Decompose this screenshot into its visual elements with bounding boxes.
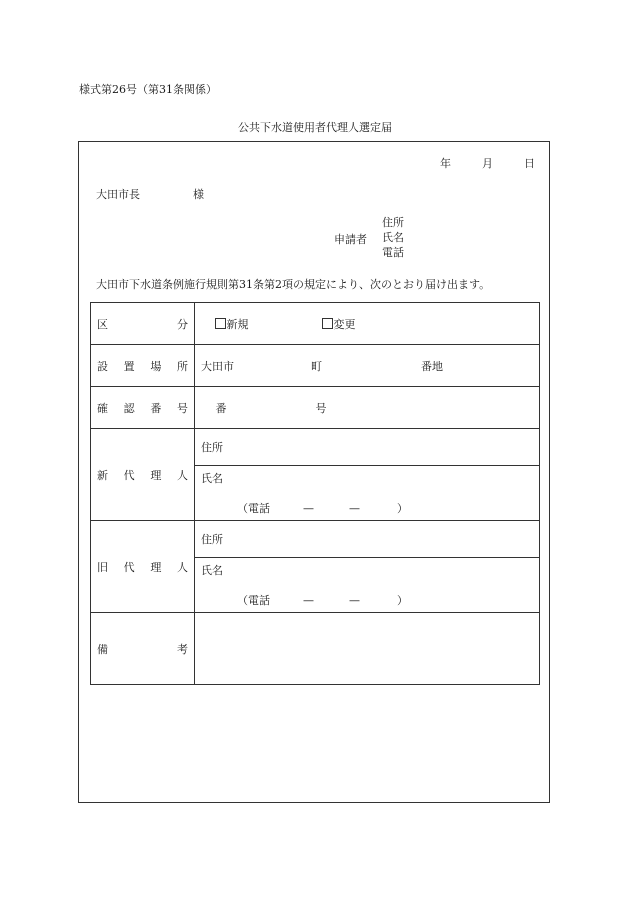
row-category [91,303,540,345]
date-year: 年 [440,157,451,170]
new-agent-address-field[interactable] [195,429,540,466]
addressee-suffix: 様 [193,188,204,201]
addressee-name: 大田市長 [96,188,140,201]
category-options [195,303,540,345]
date-month: 月 [482,157,493,170]
location-label: 設 置 場 所 [91,345,195,387]
applicant-name-label: 氏名 [382,231,404,244]
old-agent-address-field[interactable] [195,521,540,558]
form-number: 様式第26号（第31条関係） [79,83,217,96]
old-agent-phone: （電話 — — ） [237,594,408,607]
page-title: 公共下水道使用者代理人選定届 [238,121,392,134]
new-agent-address-label: 住所 [201,441,223,454]
old-agent-name-label: 氏名 [201,564,223,577]
confirmation-go: 号 [315,401,327,415]
row-confirmation [91,387,540,429]
new-option-label: 新規 [226,317,249,331]
declaration-text: 大田市下水道条例施行規則第31条第2項の規定により、次のとおり届け出ます。 [96,278,491,291]
row-location [91,345,540,387]
applicant-address-label: 住所 [382,216,404,229]
remarks-label: 備 考 [91,613,195,685]
location-lot: 番地 [421,359,443,373]
location-town: 町 [311,359,322,373]
applicant-label: 申請者 [334,233,367,246]
new-agent-name-field[interactable] [195,466,540,521]
date-line [440,155,535,171]
new-agent-label: 新 代 理 人 [91,429,195,521]
applicant-fields [382,215,404,260]
confirmation-field[interactable] [195,387,540,429]
new-agent-name-label: 氏名 [201,472,223,485]
old-agent-name-field[interactable] [195,558,540,613]
new-agent-phone: （電話 — — ） [237,502,408,515]
form-table [90,302,540,685]
date-day: 日 [524,157,535,170]
row-old-agent-address [91,521,540,558]
applicant-phone-label: 電話 [382,246,404,259]
row-remarks [91,613,540,685]
confirmation-ban: 番 [215,401,227,415]
old-agent-label: 旧 代 理 人 [91,521,195,613]
confirmation-label: 確 認 番 号 [91,387,195,429]
row-new-agent-address [91,429,540,466]
new-checkbox[interactable] [215,318,249,331]
change-option-label: 変更 [333,317,356,331]
addressee [96,186,204,202]
category-label: 区 分 [91,303,195,345]
location-field[interactable] [195,345,540,387]
change-checkbox[interactable] [322,318,356,331]
remarks-field[interactable] [195,613,540,685]
old-agent-address-label: 住所 [201,533,223,546]
location-city: 大田市 [201,359,234,373]
